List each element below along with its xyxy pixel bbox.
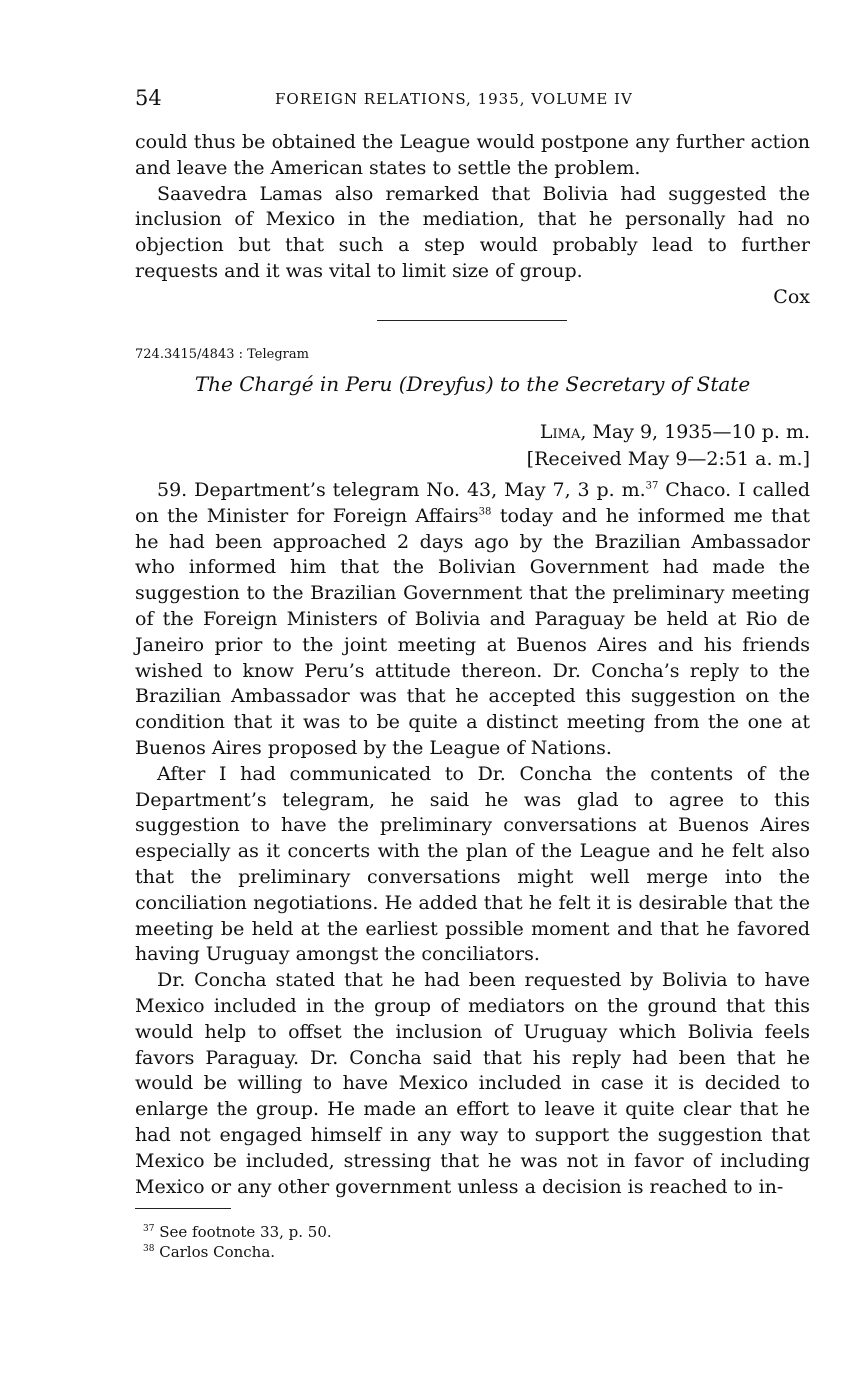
date-line	[527, 419, 810, 446]
footnote-rule	[135, 1208, 231, 1209]
footnote	[143, 1242, 332, 1262]
telegram-body	[135, 478, 810, 1200]
carryover-text	[135, 130, 810, 311]
footnote-marker: 38	[478, 506, 492, 518]
footnote-text: Carlos Concha.	[154, 1243, 276, 1261]
paragraph: Saavedra Lamas also remarked that Bolivia had suggested the inclusion of Mexico in the mediation, that he personally had no objection but that such a step would probably lead to further requests and it was vital to limit size of group.	[135, 182, 810, 282]
paragraph	[135, 478, 810, 762]
document-title: The Chargé in Peru (Dreyfus) to the Secretary of State	[194, 372, 751, 396]
footnote-text: See footnote 33, p. 50.	[154, 1223, 332, 1241]
signature: Cox	[773, 285, 810, 308]
footnotes	[143, 1222, 332, 1262]
text-run: 59. Department’s telegram No. 43, May 7, 3 p. m.	[157, 479, 646, 501]
section-divider	[377, 320, 567, 321]
text-run: today and he informed me that he had been approached 2 days ago by the Brazilian Ambassador who informed him that the Bolivian Government had made the suggestion to the Brazilian Government that the preliminary meeting of the Foreign Ministers of Bolivia and Paraguay be held at Rio de Janeiro prior to the joint meeting at Buenos Aires and his friends wished to know Peru’s attitude thereon. Dr. Concha’s reply to the Brazilian Ambassador was that he accepted this suggestion on the condition that it was to be quite a distinct meeting from the one at Buenos Aires proposed by the League of Nations.	[135, 504, 810, 759]
footnote-mark: 37	[143, 1224, 155, 1234]
file-reference: 724.3415/4843 : Telegram	[135, 347, 309, 362]
dateline	[527, 419, 810, 473]
running-title: FOREIGN RELATIONS, 1935, VOLUME IV	[275, 90, 633, 108]
text-run: Chaco. I called on the Minister for Foreign Affairs	[135, 479, 810, 527]
footnote-mark: 38	[143, 1244, 155, 1254]
page-number: 54	[135, 86, 162, 110]
paragraph: Dr. Concha stated that he had been requested by Bolivia to have Mexico included in the group of mediators on the ground that this would help to offset the inclusion of Uruguay which Bolivia feels favors Paraguay. Dr. Concha said that his reply had been that he would be willing to have Mexico included in case it is decided to enlarge the group. He made an effort to leave it quite clear that he had not engaged himself in any way to support the suggestion that Mexico be included, stressing that he was not in favor of including Mexico or any other government unless a decision is reached to in-	[135, 969, 810, 1198]
received-line: [Received May 9—2:51 a. m.]	[526, 448, 810, 470]
date-text: , May 9, 1935—10 p. m.	[580, 421, 810, 443]
footnote	[143, 1222, 332, 1242]
place-name: Lima	[539, 421, 581, 443]
paragraph: After I had communicated to Dr. Concha the contents of the Department’s telegram, he said he was glad to agree to this suggestion to have the preliminary conversations at Buenos Aires especially as it concerts with the plan of the League and he felt also that the preliminary conversations might well merge into the conciliation negotiations. He added that he felt it is desirable that the meeting be held at the earliest possible moment and that he favored having Uruguay amongst the conciliators.	[135, 762, 810, 966]
paragraph: could thus be obtained the League would postpone any further action and leave the American states to settle the problem.	[135, 131, 810, 179]
footnote-marker: 37	[645, 480, 659, 492]
page-header	[135, 86, 810, 112]
